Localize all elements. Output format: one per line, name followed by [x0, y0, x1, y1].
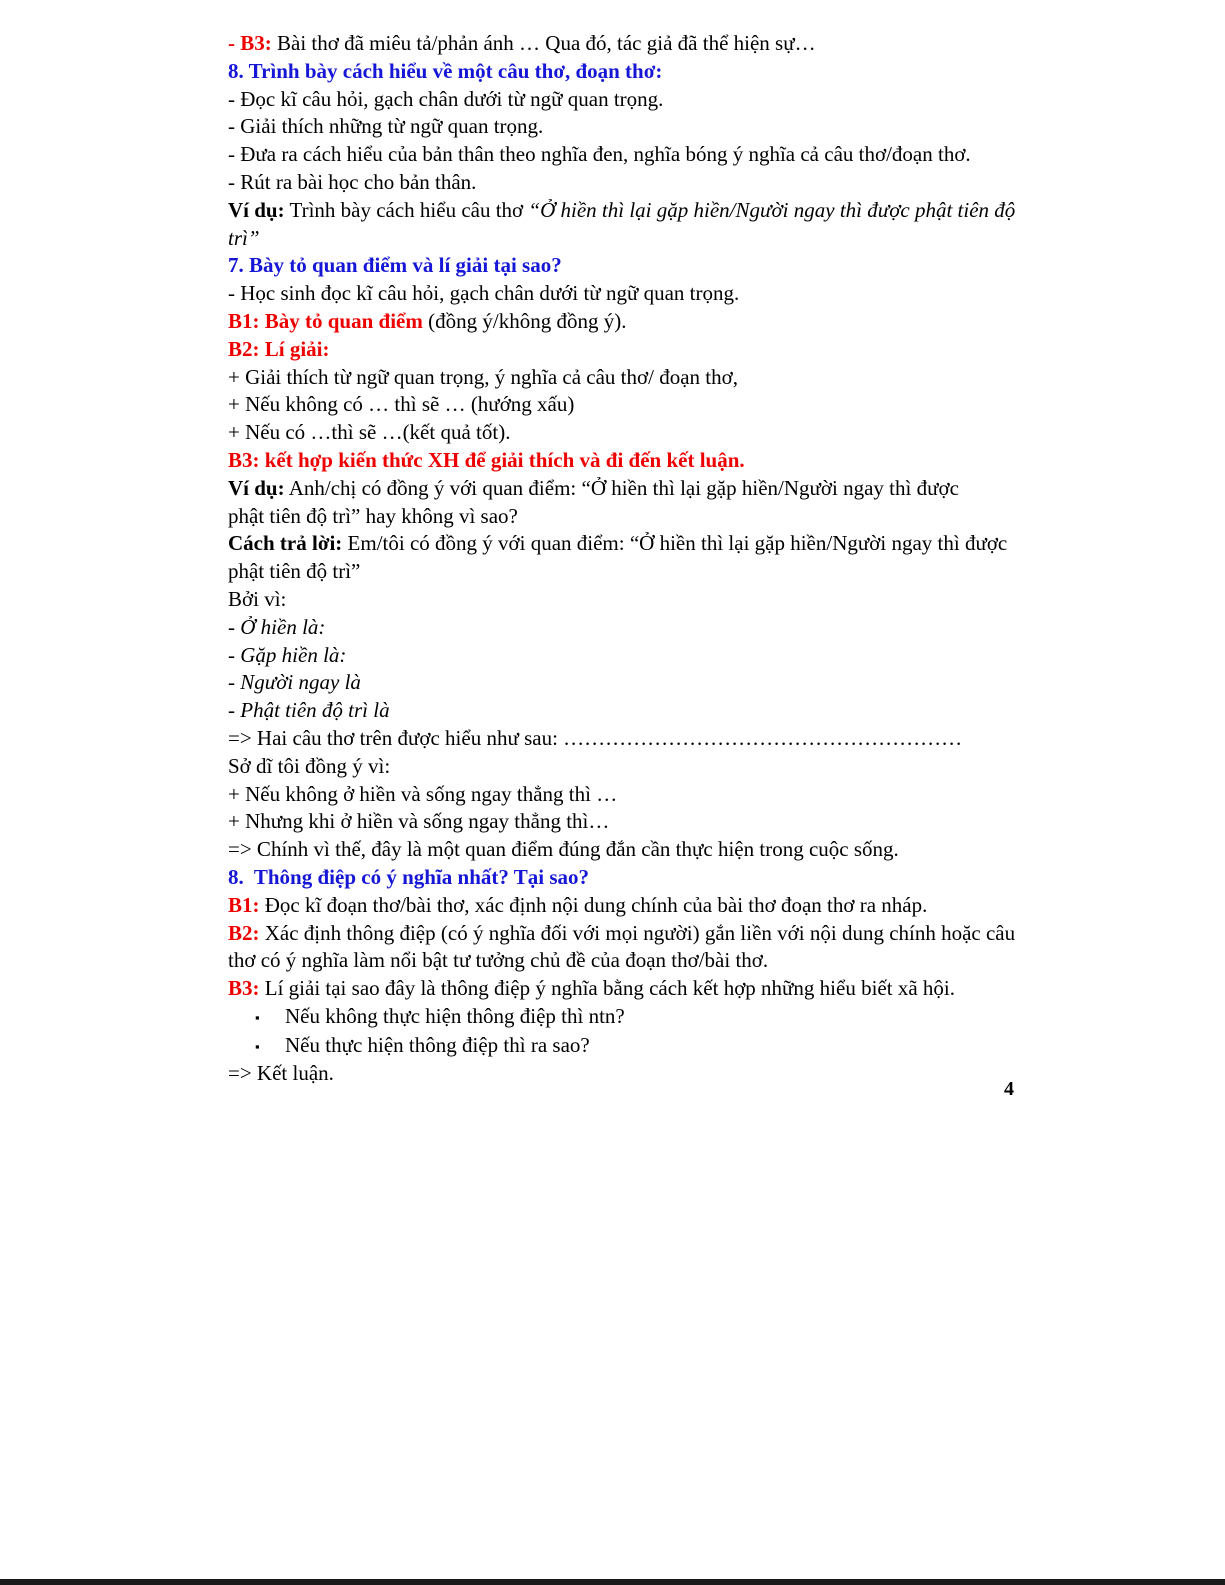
text-line [228, 113, 1018, 141]
text-segment: Sở dĩ tôi đồng ý vì: [228, 753, 391, 778]
text-segment: + Nếu không ở hiền và sống ngay thẳng thì … [228, 781, 618, 806]
text-segment: Ví dụ: [228, 197, 285, 222]
text-line [228, 558, 1018, 586]
text-segment: + Nếu không có … thì sẽ … (hướng xấu) [228, 392, 575, 417]
text-line [228, 753, 1018, 781]
text-segment: thơ có ý nghĩa làm nổi bật tư tưởng chủ đề của đoạn thơ/bài thơ. [228, 948, 769, 973]
text-segment: Đọc kĩ đoạn thơ/bài thơ, xác định nội dung chính của bài thơ đoạn thơ ra nháp. [259, 892, 928, 917]
text-segment: B2: Lí giải: [228, 336, 330, 361]
text-line [228, 808, 1018, 836]
text-segment: Cách trả lời: [228, 531, 343, 556]
text-line [228, 1003, 1018, 1032]
page-number: 4 [1004, 1078, 1014, 1100]
text-line [228, 30, 1018, 58]
text-line [228, 892, 1018, 920]
text-segment: phật tiên độ trì” [228, 559, 361, 584]
text-segment: Trình bày cách hiểu câu thơ [284, 197, 529, 222]
text-segment: - Đọc kĩ câu hỏi, gạch chân dưới từ ngữ quan trọng. [228, 86, 664, 111]
text-line [228, 920, 1018, 948]
text-segment: B3: kết hợp kiến thức XH để giải thích và đi đến kết luận. [228, 447, 745, 472]
text-line [228, 1032, 1018, 1061]
text-line [228, 781, 1018, 809]
text-segment: Ví dụ: [228, 475, 285, 500]
text-line [228, 447, 1018, 475]
text-line [228, 391, 1018, 419]
text-segment: B2: [228, 920, 260, 945]
text-segment: + Nhưng khi ở hiền và sống ngay thẳng thì… [228, 809, 610, 834]
text-segment: “Ở hiền thì lại gặp hiền/Người ngay thì được phật tiên độ [528, 197, 1016, 222]
square-bullet-icon: ▪ [255, 1038, 260, 1054]
text-line [228, 86, 1018, 114]
text-line [228, 725, 1018, 753]
text-line [228, 280, 1018, 308]
text-segment: B1: Bày tỏ quan điểm [228, 308, 423, 333]
text-line [228, 141, 1018, 169]
page-content [228, 30, 1018, 1088]
text-line [228, 642, 1018, 670]
text-line [228, 308, 1018, 336]
text-segment: Lí giải tại sao đây là thông điệp ý nghĩa bằng cách kết hợp những hiểu biết xã hội. [259, 976, 955, 1001]
text-line [228, 669, 1018, 697]
text-line [228, 58, 1018, 86]
text-segment: - Rút ra bài học cho bản thân. [228, 169, 477, 194]
text-segment: - Người ngay là [228, 670, 361, 695]
text-line [228, 947, 1018, 975]
text-segment: Anh/chị có đồng ý với quan điểm: “Ở hiền thì lại gặp hiền/Người ngay thì được [284, 475, 959, 500]
text-segment: B3: [228, 976, 260, 1001]
text-line [228, 364, 1018, 392]
text-line [228, 225, 1018, 253]
text-segment: => Kết luận. [228, 1061, 334, 1086]
text-segment: Xác định thông điệp (có ý nghĩa đối với mọi người) gắn liền với nội dung chính hoặc câu [259, 920, 1016, 945]
text-segment: Nếu thực hiện thông điệp thì ra sao? [285, 1032, 590, 1057]
text-line [228, 419, 1018, 447]
text-segment: trì” [228, 225, 260, 250]
square-bullet-icon: ▪ [255, 1009, 260, 1025]
text-segment: + Giải thích từ ngữ quan trọng, ý nghĩa cả câu thơ/ đoạn thơ, [228, 364, 738, 389]
page-bottom-separator [0, 1579, 1225, 1585]
text-segment: => Chính vì thế, đây là một quan điểm đúng đắn cần thực hiện trong cuộc sống. [228, 837, 899, 862]
text-line [228, 197, 1018, 225]
text-line [228, 614, 1018, 642]
text-line [228, 836, 1018, 864]
text-segment: - Ở hiền là: [228, 614, 326, 639]
text-segment: 8. Trình bày cách hiểu về một câu thơ, đoạn thơ: [228, 58, 663, 83]
text-line [228, 697, 1018, 725]
text-segment: Em/tôi có đồng ý với quan điểm: “Ở hiền thì lại gặp hiền/Người ngay thì được [342, 531, 1008, 556]
text-segment: 8. Thông điệp có ý nghĩa nhất? Tại sao? [228, 864, 589, 889]
text-line [228, 475, 1018, 503]
text-line [228, 530, 1018, 558]
text-segment: => Hai câu thơ trên được hiểu như sau: ………………………………………………… [228, 725, 963, 750]
text-segment: Bởi vì: [228, 586, 287, 611]
text-segment: 7. Bày tỏ quan điểm và lí giải tại sao? [228, 253, 562, 278]
text-segment: - Học sinh đọc kĩ câu hỏi, gạch chân dưới từ ngữ quan trọng. [228, 281, 740, 306]
text-segment: phật tiên độ trì” hay không vì sao? [228, 503, 518, 528]
text-line [228, 336, 1018, 364]
text-segment: - Phật tiên độ trì là [228, 698, 390, 723]
text-line [228, 975, 1018, 1003]
text-segment: Nếu không thực hiện thông điệp thì ntn? [285, 1003, 625, 1028]
text-line [228, 252, 1018, 280]
text-segment: B1: [228, 892, 260, 917]
text-segment: - Đưa ra cách hiểu của bản thân theo nghĩa đen, nghĩa bóng ý nghĩa cả câu thơ/đoạn thơ. [228, 142, 971, 167]
text-line [228, 864, 1018, 892]
text-segment: - B3: [228, 31, 272, 55]
text-segment: - Giải thích những từ ngữ quan trọng. [228, 114, 544, 139]
text-segment: - Gặp hiền là: [228, 642, 347, 667]
text-segment: (đồng ý/không đồng ý). [422, 308, 627, 333]
text-line [228, 169, 1018, 197]
text-segment: Bài thơ đã miêu tả/phản ánh … Qua đó, tác giả đã thể hiện sự… [271, 31, 816, 55]
text-line [228, 586, 1018, 614]
text-segment: + Nếu có …thì sẽ …(kết quả tốt). [228, 420, 511, 445]
text-line [228, 503, 1018, 531]
